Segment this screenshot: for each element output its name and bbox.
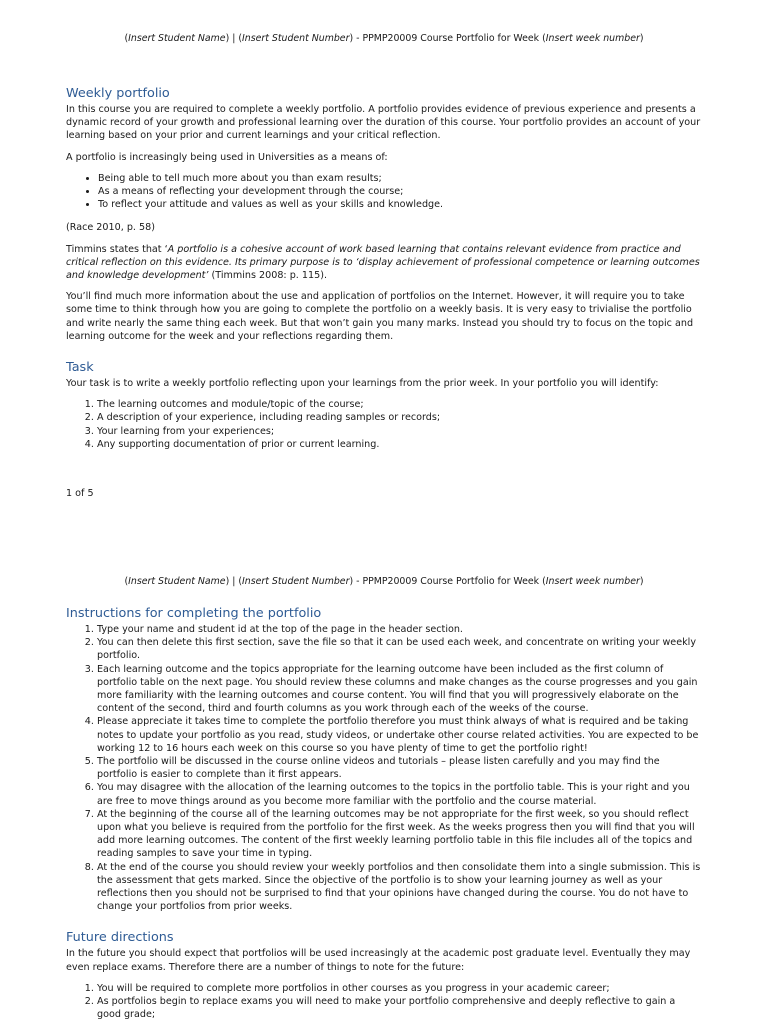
instructions-list [66, 623, 702, 913]
page-2-content [66, 606, 702, 1031]
portfolio-means-list [66, 172, 702, 212]
citation: (Race 2010, p. 58) [66, 222, 155, 234]
list-item: 1. You will be required to complete more portfolios in other courses as you progress in your academic career; [97, 982, 702, 995]
student-number-placeholder: Insert Student Number [242, 576, 350, 587]
timmins-paragraph [66, 243, 702, 283]
week-number-placeholder: Insert week number [545, 576, 640, 587]
universities-paragraph: A portfolio is increasingly being used in Universities as a means of: [66, 151, 388, 163]
course-text: - PPMP20009 Course Portfolio for Week ( [356, 576, 546, 587]
week-number-placeholder: Insert week number [545, 33, 640, 44]
student-name-placeholder: Insert Student Name [128, 33, 226, 44]
weekly-portfolio-intro: In this course you are required to complete a weekly portfolio. A portfolio provides evidence of previous experience and presents a dynamic record of your growth and professional learning over the duration of this course. Your portfolio provides an account of your learning based on your prior and current learnings and your critical reflection. [66, 104, 701, 142]
future-list [66, 982, 702, 1022]
page-number: 1 of 5 [66, 488, 94, 499]
list-item: 4. Any supporting documentation of prior or current learning. [97, 438, 702, 451]
task-heading: Task [66, 360, 94, 376]
list-item: 5. The portfolio will be discussed in the course online videos and tutorials – please listen carefully and you may find the portfolio is easier to complete than it first appears. [97, 755, 702, 781]
student-name-placeholder: Insert Student Name [128, 576, 226, 587]
instructions-heading: Instructions for completing the portfolio [66, 606, 322, 621]
student-number-placeholder: Insert Student Number [242, 33, 350, 44]
document-page-2 [0, 540, 768, 1024]
list-item: 1. Type your name and student id at the top of the page in the header section. [97, 623, 702, 636]
list-item: • As a means of reflecting your development through the course; [98, 185, 702, 198]
list-item: 3. Each learning outcome and the topics appropriate for the learning outcome have been included as the first column of portfolio table on the next page. You should review these columns and make changes as the course progresses and you gain more familiarity with the learning outcomes and course content. You will find that you will progressively elaborate on the content of the second, third and fourth columns as you work through each of the weeks of the course. [97, 663, 702, 716]
list-item: 7. At the beginning of the course all of the learning outcomes may be not appropriate for the first week, so you should reflect upon what you believe is required from the portfolio for the first week. As the weeks progress then you will find that you will add more learning outcomes. The content of the first weekly learning portfolio table in this file includes all of the topics and reading samples to save your time in typing. [97, 808, 702, 861]
timmins-quote: A portfolio is a cohesive account of work based learning that contains relevant evidence from practice and critical reflection on this evidence. Its primary purpose is to ‘display achievement of professional competence or learning outcomes and knowledge development’ [66, 243, 700, 282]
list-item: • To reflect your attitude and values as well as your skills and knowledge. [98, 198, 702, 211]
list-item: 6. You may disagree with the allocation of the learning outcomes to the topics in the portfolio table. This is your right and you are free to move things around as you become more familiar with the portfolio and the course material. [97, 781, 702, 807]
more-info-paragraph: You’ll find much more information about the use and application of portfolios on the Internet. However, it will require you to take some time to think through how you are going to complete the portfolio on a weekly basis. It is very easy to trivialise the portfolio and write nearly the same thing each week. But that won’t gain you many marks. Instead you should try to focus on the topic and learning outcome for the week and your reflections regarding them. [66, 291, 694, 342]
timmins-prefix: Timmins states that ‘ [66, 243, 168, 255]
page-1-content [66, 86, 702, 461]
future-directions-heading: Future directions [66, 930, 174, 946]
list-item: 1. The learning outcomes and module/topic of the course; [97, 398, 702, 411]
future-intro: In the future you should expect that portfolios will be used increasingly at the academic post graduate level. Eventually they may even replace exams. Therefore there are a number of things to note for the future: [66, 948, 691, 973]
list-item: 3. Your learning from your experiences; [97, 425, 702, 438]
list-item: 4. Please appreciate it takes time to complete the portfolio therefore you must think always of what is required and be taking notes to update your portfolio as you read, study videos, or undertake other course related activities. You are expected to be working 12 to 16 hours each week on this course so you have plenty of time to get the portfolio right! [97, 715, 702, 755]
page-header: (Insert Student Name) | (Insert Student Number) - PPMP20009 Course Portfolio for Week (Insert week number) [124, 33, 644, 44]
list-item: 2. As portfolios begin to replace exams you will need to make your portfolio comprehensive and deeply reflective to gain a good grade; [97, 995, 702, 1021]
weekly-portfolio-heading: Weekly portfolio [66, 86, 170, 101]
task-list [66, 398, 702, 451]
course-text: - PPMP20009 Course Portfolio for Week ( [356, 33, 546, 44]
list-item: 8. At the end of the course you should review your weekly portfolios and then consolidate them into a single submission. This is the assessment that gets marked. Since the objective of the portfolio is to show your learning journey as well as your reflections then you should not be surprised to find that your opinions have changed during the course. You do not have to change your portfolios from prior weeks. [97, 861, 702, 914]
list-item: 2. A description of your experience, including reading samples or records; [97, 411, 702, 424]
timmins-suffix: (Timmins 2008: p. 115). [208, 270, 327, 282]
page-header: (Insert Student Name) | (Insert Student Number) - PPMP20009 Course Portfolio for Week (Insert week number) [124, 576, 644, 587]
list-item: 2. You can then delete this first section, save the file so that it can be used each week, and concentrate on writing your weekly portfolio. [97, 636, 702, 662]
list-item: • Being able to tell much more about you than exam results; [98, 172, 702, 185]
task-intro: Your task is to write a weekly portfolio reflecting upon your learnings from the prior week. In your portfolio you will identify: [66, 378, 659, 390]
